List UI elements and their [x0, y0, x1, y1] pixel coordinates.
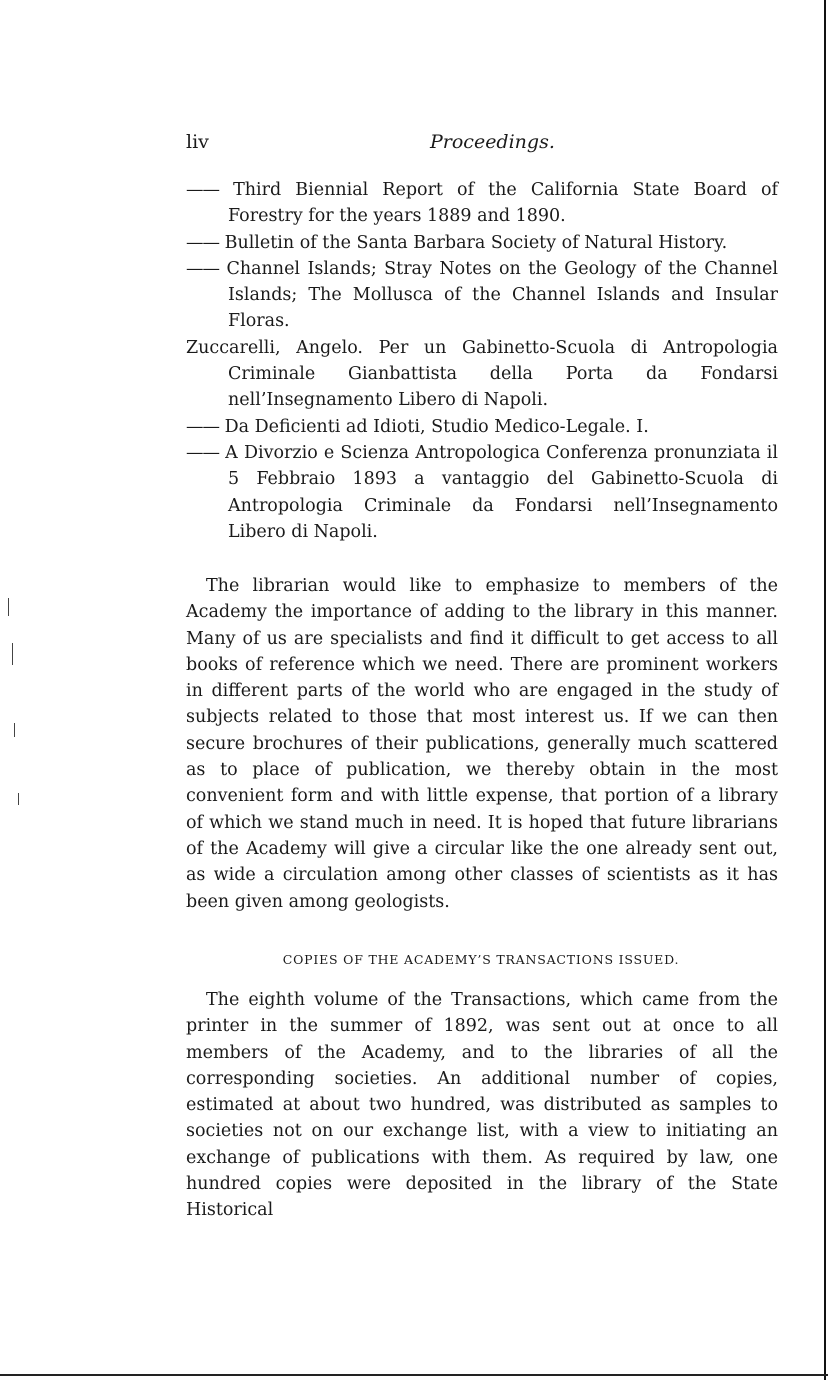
entry [186, 414, 778, 440]
running-head [186, 131, 771, 157]
entry [186, 440, 778, 545]
page-bottom-rule [0, 1374, 828, 1376]
entry [186, 177, 778, 230]
entry-text: Da Deficienti ad Idioti, Studio Medico-Legale. I. [224, 416, 649, 437]
margin-mark [12, 643, 13, 665]
ditto-dash: —— [186, 416, 219, 437]
entry-text: A Divorzio e Scienza Antropologica Conferenza pronunziata il 5 Febbraio 1893 a vantaggio del Gabinetto-Scuola di Antropologia Criminale da Fondarsi nell’Insegnamento Libero di Napoli. [225, 442, 778, 542]
page-edge-rule [824, 0, 826, 1380]
ditto-dash: —— [186, 258, 219, 279]
page-number: liv [186, 131, 209, 153]
bibliography-entries [186, 177, 778, 545]
section-heading: COPIES OF THE ACADEMY’S TRANSACTIONS ISSUED. [282, 952, 680, 967]
entry-text: Zuccarelli, Angelo. Per un Gabinetto-Scuola di Antropologia Criminale Gianbattista della Porta da Fondarsi nell’Insegnamento Libero di Napoli. [186, 337, 778, 411]
ditto-dash: —— [186, 232, 219, 253]
librarian-paragraph: The librarian would like to emphasize to members of the Academy the importance of adding to the library in this manner. Many of us are specialists and find it difficult to get access to all books of reference which we need. There are prominent workers in different parts of the world who are engaged in the study of subjects related to those that most interest us. If we can then secure brochures of their publications, generally much scattered as to place of publication, we thereby obtain in the most convenient form and with little expense, that portion of a library of which we stand much in need. It is hoped that future librarians of the Academy will give a circular like the one already sent out, as wide a circulation among other classes of scientists as it has been given among geologists. [186, 576, 778, 912]
margin-mark [18, 793, 19, 805]
transactions-paragraph: The eighth volume of the Transactions, which came from the printer in the summer of 1892, was sent out at once to all members of the Academy, and to the libraries of all the corresponding societies. An additional number of copies, estimated at about two hundred, was distributed as samples to societies not on our exchange list, with a view to initiating an exchange of publications with them. As required by law, one hundred copies were deposited in the library of the State Historical [186, 990, 778, 1221]
entry-text: Third Biennial Report of the California State Board of Forestry for the years 1889 and 1890. [228, 180, 778, 227]
entry-text: Bulletin of the Santa Barbara Society of Natural History. [224, 232, 728, 253]
margin-mark [14, 723, 15, 737]
ditto-dash: —— [186, 442, 219, 463]
running-title: Proceedings. [430, 131, 555, 153]
entry-author [186, 335, 778, 414]
entry [186, 256, 778, 335]
ditto-dash: —— [186, 180, 219, 200]
entry [186, 230, 778, 256]
margin-mark [8, 598, 9, 616]
entry-text: Channel Islands; Stray Notes on the Geology of the Channel Islands; The Mollusca of the Channel Islands and Insular Floras. [226, 258, 778, 332]
